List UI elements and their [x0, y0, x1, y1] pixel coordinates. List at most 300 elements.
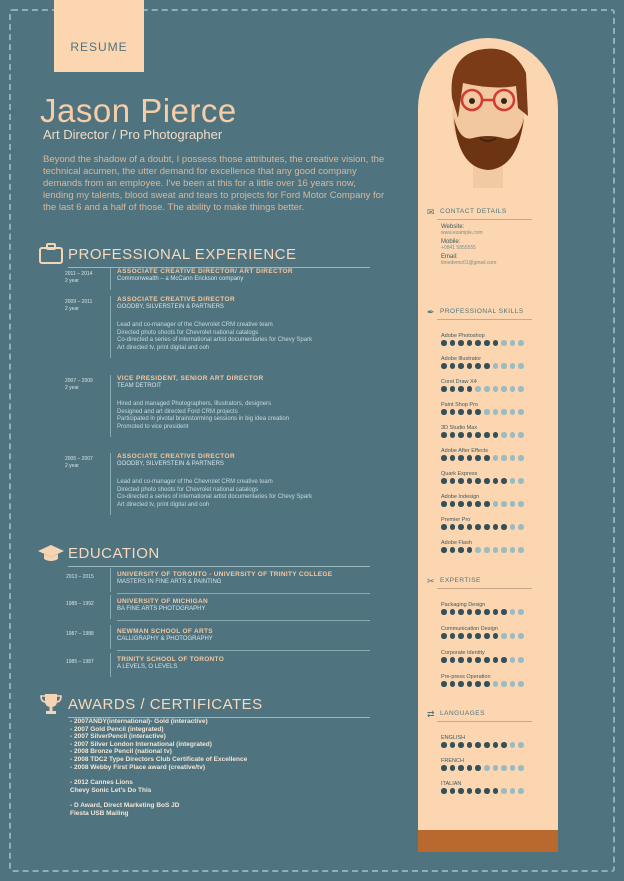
rating-dot: [467, 547, 473, 553]
rating-dot: [467, 409, 473, 415]
rating-dot: [475, 409, 481, 415]
rating-dot: [501, 455, 507, 461]
divider: [117, 620, 370, 621]
award-line: Fiesta USB Mailing: [70, 809, 129, 817]
rating-dot: [441, 633, 447, 639]
rating-dot: [467, 386, 473, 392]
experience-entry: [60, 296, 405, 358]
briefcase-icon: [38, 242, 64, 266]
rating-dot: [484, 386, 490, 392]
rating-dot: [501, 657, 507, 663]
rating-dot: [458, 432, 464, 438]
skill-name: Premier Pro: [441, 517, 471, 523]
rating-dot: [458, 547, 464, 553]
rating-dot: [510, 547, 516, 553]
rating-dot: [467, 478, 473, 484]
entry-date: 1988 – 1992: [66, 601, 94, 607]
rating-dot: [501, 501, 507, 507]
rating-dot: [475, 455, 481, 461]
rating-dot: [475, 386, 481, 392]
rating-dot: [510, 455, 516, 461]
rating-dot: [493, 788, 499, 794]
skill-name: Adobe Flash: [441, 540, 472, 546]
rating-dot: [501, 681, 507, 687]
sidebar-footer: [418, 830, 558, 852]
rating-dot: [450, 386, 456, 392]
rating-dot: [518, 609, 524, 615]
timeline-line: [110, 653, 111, 677]
rating-dot: [493, 386, 499, 392]
rating-dot: [484, 681, 490, 687]
rating-dot: [493, 742, 499, 748]
contact-value: timedemo01@gmail.com: [441, 260, 497, 266]
education-entry: [60, 625, 370, 651]
entry-title: ASSOCIATE CREATIVE DIRECTOR: [117, 453, 236, 460]
rating-dot: [484, 742, 490, 748]
rating-dot: [493, 478, 499, 484]
rating-dot: [450, 363, 456, 369]
description-line: Art directed tv, print digital and ooh: [117, 344, 210, 351]
entry-title: VICE PRESIDENT, SENIOR ART DIRECTOR: [117, 375, 264, 382]
mail-icon: ✉: [427, 207, 435, 217]
rating-dot: [441, 363, 447, 369]
rating-dot: [467, 742, 473, 748]
divider: [68, 566, 370, 567]
rating-dot: [518, 386, 524, 392]
rating-dot: [501, 633, 507, 639]
entry-company: GOODBY, SILVERSTEIN & PARTNERS: [117, 304, 224, 310]
education-entry: [60, 595, 370, 621]
skill-row: [441, 379, 536, 395]
skill-row: [441, 674, 536, 690]
entry-date: 2011 – 2014 2 year: [65, 271, 93, 284]
rating-dot: [518, 340, 524, 346]
rating-dot: [475, 788, 481, 794]
tools-icon: ✂: [427, 576, 435, 586]
skills-header: ✒ PROFESSIONAL SKILLS: [427, 307, 524, 317]
rating-dot: [458, 340, 464, 346]
rating-dot: [518, 681, 524, 687]
experience-entry: [60, 375, 405, 437]
rating-dot: [484, 609, 490, 615]
skill-row: [441, 626, 536, 642]
description-line: Lead and co-manager of the Chevrolet CRM creative team: [117, 322, 273, 328]
rating-dot: [467, 609, 473, 615]
rating-dot: [510, 386, 516, 392]
spacer: [70, 771, 370, 779]
rating-dot: [467, 363, 473, 369]
entry-date: 1985 – 1987: [66, 659, 94, 665]
rating-dot: [518, 788, 524, 794]
rating-dot: [510, 524, 516, 530]
rating-dot: [518, 742, 524, 748]
trophy-icon: [38, 692, 64, 716]
rating-dot: [475, 681, 481, 687]
skill-row: [441, 517, 536, 533]
rating-dot: [510, 363, 516, 369]
skill-name: Adobe Photoshop: [441, 333, 485, 339]
rating-dot: [501, 363, 507, 369]
entry-title: UNIVERSITY OF MICHIGAN: [117, 598, 208, 605]
entry-company: TEAM DETROIT: [117, 383, 162, 389]
entry-description: [117, 479, 407, 509]
description-line: Co-directed a series of international artist documentaries for Chevy Spark: [117, 494, 313, 500]
divider: [437, 319, 532, 320]
rating-dot: [475, 547, 481, 553]
expertise-header: ✂ EXPERTISE: [427, 576, 481, 586]
contact-label: Email:: [441, 254, 458, 260]
rating-dot: [501, 340, 507, 346]
rating-dot: [493, 547, 499, 553]
skill-name: Quark Express: [441, 471, 478, 477]
rating-dot: [493, 432, 499, 438]
avatar: [418, 38, 558, 188]
rating-dot: [484, 657, 490, 663]
rating-dot: [484, 547, 490, 553]
rating-dot: [518, 657, 524, 663]
rating-dot: [458, 633, 464, 639]
award-line: - D Award, Direct Marketing BoS JD: [70, 802, 180, 810]
rating-dot: [450, 633, 456, 639]
graduation-cap-icon: [38, 541, 64, 565]
award-line: - 2007 SilverPencil (interactive): [70, 733, 166, 741]
rating-dot: [450, 609, 456, 615]
rating-dot: [450, 681, 456, 687]
rating-dot: [493, 455, 499, 461]
entry-company: GOODBY, SILVERSTEIN & PARTNERS: [117, 461, 224, 467]
rating-dot: [484, 501, 490, 507]
rating-dot: [484, 765, 490, 771]
divider: [437, 219, 532, 220]
skill-row: [441, 494, 536, 510]
rating-dot: [501, 609, 507, 615]
rating-dot: [450, 524, 456, 530]
entry-title: ASSOCIATE CREATIVE DIRECTOR: [117, 296, 236, 303]
skill-name: FRENCH: [441, 758, 464, 764]
skill-name: Adobe Indesign: [441, 494, 480, 500]
award-line: - 2008 TDC2 Type Directors Club Certificate of Excellence: [70, 755, 248, 763]
entry-date: 2013 – 2015: [66, 574, 94, 580]
rating-dot: [458, 742, 464, 748]
rating-dot: [493, 340, 499, 346]
rating-dot: [450, 788, 456, 794]
rating-dot: [467, 524, 473, 530]
experience-entry: [60, 268, 405, 290]
rating-dot: [484, 409, 490, 415]
rating-dot: [450, 478, 456, 484]
rating-dot: [510, 609, 516, 615]
skill-name: Communication Design: [441, 626, 498, 632]
rating-dot: [458, 478, 464, 484]
rating-dot: [493, 681, 499, 687]
experience-entry: [60, 453, 405, 515]
awards-header: [38, 692, 370, 718]
skill-row: [441, 333, 536, 349]
entry-title: ASSOCIATE CREATIVE DIRECTOR/ ART DIRECTOR: [117, 268, 294, 275]
rating-dot: [441, 386, 447, 392]
skill-row: [441, 402, 536, 418]
rating-dot: [450, 455, 456, 461]
rating-dot: [510, 788, 516, 794]
rating-dot: [501, 765, 507, 771]
award-line: - 2007 Gold Pencil (integrated): [70, 725, 164, 733]
rating-dot: [501, 478, 507, 484]
rating-dot: [475, 633, 481, 639]
award-line: - 2007 Silver London International (integrated): [70, 740, 212, 748]
rating-dot: [450, 742, 456, 748]
description-line: Lead and co-manager of the Chevrolet CRM creative team: [117, 479, 273, 485]
candidate-role: Art Director / Pro Photographer: [43, 127, 223, 142]
timeline-line: [110, 625, 111, 649]
rating-dot: [450, 409, 456, 415]
rating-dot: [501, 524, 507, 530]
rating-dot: [458, 788, 464, 794]
rating-dot: [441, 340, 447, 346]
skill-name: Adobe Illustrator: [441, 356, 482, 362]
rating-dot: [510, 681, 516, 687]
skill-row: [441, 356, 536, 372]
award-line: - 2008 Webby First Place award (creative/tv): [70, 763, 205, 771]
entry-subtitle: BA FINE ARTS PHOTOGRAPHY: [117, 606, 206, 612]
timeline-line: [110, 453, 111, 515]
rating-dot: [518, 409, 524, 415]
divider: [437, 721, 532, 722]
rating-dot: [475, 742, 481, 748]
entry-title: UNIVERSITY OF TORONTO - UNIVERSITY OF TRINITY COLLEGE: [117, 571, 333, 578]
award-line: - 2012 Cannes Lions: [70, 779, 133, 787]
rating-dot: [518, 633, 524, 639]
rating-dot: [475, 501, 481, 507]
rating-dot: [484, 478, 490, 484]
rating-dot: [450, 340, 456, 346]
rating-dot: [475, 609, 481, 615]
rating-dot: [484, 633, 490, 639]
description-line: Designed and art directed Ford CRM projects: [117, 408, 238, 415]
entry-date: 2005 – 2007 2 year: [65, 456, 93, 469]
rating-dot: [441, 432, 447, 438]
skill-name: Corporate Identity: [441, 650, 485, 656]
rating-dot: [484, 788, 490, 794]
sidebar-panel: [418, 38, 558, 852]
divider: [117, 593, 370, 594]
rating-dot: [441, 409, 447, 415]
rating-dot: [441, 765, 447, 771]
rating-dot: [450, 765, 456, 771]
rating-dot: [501, 432, 507, 438]
rating-dot: [467, 501, 473, 507]
rating-dot: [458, 681, 464, 687]
rating-dot: [501, 742, 507, 748]
experience-title: PROFESSIONAL EXPERIENCE: [68, 246, 297, 263]
entry-title: TRINITY SCHOOL OF TORONTO: [117, 656, 225, 663]
rating-dot: [467, 681, 473, 687]
experience-header: [38, 242, 370, 268]
skill-row: [441, 650, 536, 666]
rating-dot: [518, 547, 524, 553]
contact-label: Mobile:: [441, 239, 461, 245]
description-line: Directed photo shoots for Chevrolet national catalogs: [117, 486, 259, 493]
skill-name: ITALIAN: [441, 781, 462, 787]
rating-dot: [458, 524, 464, 530]
rating-dot: [458, 386, 464, 392]
rating-dot: [475, 524, 481, 530]
skill-row: [441, 540, 536, 556]
rating-dot: [441, 501, 447, 507]
rating-dot: [493, 409, 499, 415]
skill-row: [441, 758, 536, 774]
rating-dot: [484, 524, 490, 530]
rating-dot: [441, 455, 447, 461]
skill-name: Paint Shop Pro: [441, 402, 478, 408]
skill-row: [441, 448, 536, 464]
rating-dot: [441, 547, 447, 553]
skill-row: [441, 425, 536, 441]
rating-dot: [484, 340, 490, 346]
entry-title: NEWMAN SCHOOL OF ARTS: [117, 628, 213, 635]
rating-dot: [510, 340, 516, 346]
rating-dot: [458, 363, 464, 369]
rating-dot: [475, 478, 481, 484]
rating-dot: [493, 657, 499, 663]
rating-dot: [450, 657, 456, 663]
rating-dot: [458, 501, 464, 507]
divider: [117, 650, 370, 651]
skill-name: Adobe After Effects: [441, 448, 488, 454]
description-line: Promoted to vice president: [117, 423, 189, 430]
timeline-line: [110, 595, 111, 619]
awards-list: [70, 718, 370, 818]
bio-text: Beyond the shadow of a doubt, I possess those attributes, the creative vision, the technical acumen, the utter demand for excellence that any good company demands from an employee. I've been at this for a little over 16 years now, lending my talents, blood sweat and tears to projects for Ford Motor Company for the last 6 and a half of those. The ability to make things better.: [43, 154, 385, 213]
description-line: Directed photo shoots for Chevrolet national catalogs: [117, 329, 259, 336]
rating-dot: [458, 609, 464, 615]
rating-dot: [510, 409, 516, 415]
education-header: [38, 541, 370, 567]
skill-name: Packaging Design: [441, 602, 486, 608]
description-line: Art directed tv, print digital and ooh: [117, 501, 210, 508]
rating-dot: [441, 742, 447, 748]
skill-name: Corel Draw X4: [441, 379, 477, 385]
rating-dot: [501, 409, 507, 415]
skill-row: [441, 781, 536, 797]
entry-date: 1987 – 1988: [66, 631, 94, 637]
rating-dot: [475, 657, 481, 663]
timeline-line: [110, 268, 111, 290]
rating-dot: [441, 524, 447, 530]
rating-dot: [510, 657, 516, 663]
rating-dot: [518, 432, 524, 438]
rating-dot: [458, 409, 464, 415]
rating-dot: [467, 765, 473, 771]
rating-dot: [441, 609, 447, 615]
skill-name: 3D Studio Max: [441, 425, 478, 431]
award-line: - 2008 Bronze Pencil (national tv): [70, 748, 172, 756]
pen-icon: ✒: [427, 307, 435, 317]
education-entry: [60, 653, 370, 679]
award-line: - 2007ANDY(international)- Gold (interactive): [70, 718, 208, 725]
rating-dot: [518, 765, 524, 771]
rating-dot: [458, 765, 464, 771]
rating-dot: [475, 432, 481, 438]
rating-dot: [475, 765, 481, 771]
entry-description: [117, 322, 407, 352]
rating-dot: [467, 633, 473, 639]
entry-company: Commonwealth – a McCann Erickson company: [117, 276, 244, 282]
chat-icon: ⇄: [427, 709, 435, 719]
skill-row: [441, 471, 536, 487]
skill-row: [441, 735, 536, 751]
awards-title: AWARDS / CERTIFICATES: [68, 696, 263, 713]
rating-dot: [493, 363, 499, 369]
timeline-line: [110, 568, 111, 592]
rating-dot: [467, 340, 473, 346]
rating-dot: [493, 609, 499, 615]
contact-header: ✉ CONTACT DETAILS: [427, 207, 507, 217]
rating-dot: [501, 386, 507, 392]
rating-dot: [450, 547, 456, 553]
divider: [437, 588, 532, 589]
contact-list: [441, 224, 541, 269]
timeline-line: [110, 296, 111, 358]
rating-dot: [484, 363, 490, 369]
contact-label: Website:: [441, 224, 465, 230]
rating-dot: [484, 432, 490, 438]
rating-dot: [493, 765, 499, 771]
description-line: Participated in pivotal brainstorming sessions in big idea creation: [117, 416, 290, 422]
rating-dot: [441, 478, 447, 484]
contact-value: www.example.com: [441, 230, 483, 236]
resume-tag: RESUME: [54, 0, 144, 72]
rating-dot: [441, 681, 447, 687]
education-entry: [60, 568, 370, 594]
entry-date: 2007 – 2009 2 year: [65, 378, 93, 391]
timeline-line: [110, 375, 111, 437]
rating-dot: [510, 765, 516, 771]
rating-dot: [518, 501, 524, 507]
description-line: Co-directed a series of international artist documentaries for Chevy Spark: [117, 337, 313, 343]
rating-dot: [510, 478, 516, 484]
rating-dot: [467, 788, 473, 794]
rating-dot: [475, 363, 481, 369]
rating-dot: [493, 501, 499, 507]
rating-dot: [441, 657, 447, 663]
candidate-name: Jason Pierce: [40, 92, 237, 129]
rating-dot: [510, 633, 516, 639]
rating-dot: [518, 524, 524, 530]
rating-dot: [518, 363, 524, 369]
rating-dot: [501, 788, 507, 794]
rating-dot: [510, 501, 516, 507]
entry-description: [117, 401, 407, 431]
rating-dot: [493, 633, 499, 639]
rating-dot: [458, 657, 464, 663]
skill-name: ENGLISH: [441, 735, 466, 741]
entry-subtitle: A LEVELS, O LEVELS: [117, 664, 178, 670]
languages-header: ⇄ LANGUAGES: [427, 709, 485, 719]
rating-dot: [501, 547, 507, 553]
rating-dot: [484, 455, 490, 461]
entry-subtitle: MASTERS IN FINE ARTS & PAINTING: [117, 579, 222, 585]
entry-subtitle: CALLIGRAPHY & PHOTOGRAPHY: [117, 636, 213, 642]
skill-row: [441, 602, 536, 618]
rating-dot: [518, 455, 524, 461]
contact-value: +0841 5855555: [441, 245, 476, 251]
award-line: Chevy Sonic Let's Do This: [70, 786, 152, 794]
rating-dot: [518, 478, 524, 484]
rating-dot: [450, 501, 456, 507]
rating-dot: [467, 657, 473, 663]
education-title: EDUCATION: [68, 545, 160, 562]
rating-dot: [493, 524, 499, 530]
